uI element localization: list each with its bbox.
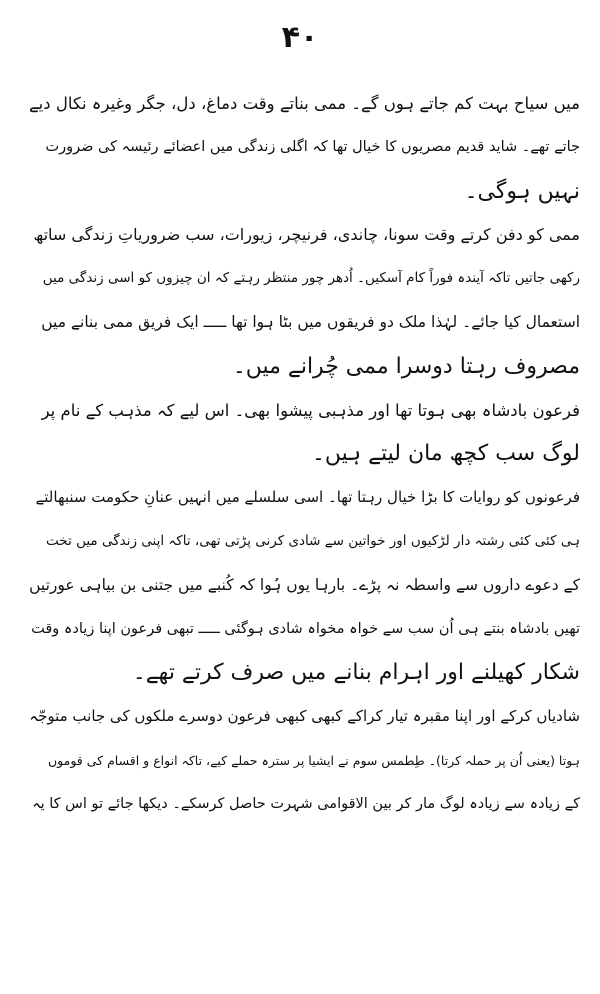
text-line: مصروف رہتا دوسرا ممی چُرانے میں۔ <box>232 353 580 379</box>
page-number: ۴۰ <box>281 20 319 55</box>
text-line: شکار کھیلنے اور اہرام بنانے میں صرف کرتے تھے۔ <box>132 660 580 686</box>
text-line: کے زیادہ سے زیادہ لوگ مار کر بین الاقوامی شہرت حاصل کرسکے۔ دیکھا جائے تو اس کا یہ <box>32 795 580 812</box>
text-line: استعمال کیا جائے۔ لہٰذا ملک دو فریقوں میں بٹا ہوا تھا ـــــ ایک فریق ممی بنانے میں <box>41 312 580 331</box>
text-line: ہی کئی کئی رشتہ دار لڑکیوں اور خواتین سے شادی کرنی پڑتی تھی، تاکہ اپنی زندگی میں تخت <box>46 532 580 549</box>
text-line: ممی کو دفن کرتے وقت سونا، چاندی، فرنیچر، زیورات، سب ضروریاتِ زندگی ساتھ <box>33 225 580 245</box>
text-line: میں سیاح بہت کم جاتے ہوں گے۔ ممی بناتے وقت دماغ، دل، جگر وغیرہ نکال دیے <box>28 94 580 113</box>
paragraph-2 <box>28 213 580 388</box>
text-line: ہوتا (یعنی اُن پر حملہ کرتا)۔ طِطمس سوم نے ایشیا پر سترہ حملے کیے، تاکہ انواع و اقسام کی قوموں <box>47 752 580 768</box>
paragraph-1 <box>28 82 580 213</box>
text-line: نہیں ہوگی۔ <box>464 178 580 204</box>
text-line: فرعونوں کو روایات کا بڑا خیال رہتا تھا۔ اسی سلسلے میں انہیں عنانِ حکومت سنبھالتے <box>35 488 580 507</box>
text-line: تھیں بادشاہ بنتے ہی اُن سب سے خواہ مخواہ شادی ہوگئی ـــــ تبھی فرعون اپنا زیادہ وقت <box>31 620 580 637</box>
paragraph-4 <box>28 476 580 695</box>
text-line: شادیاں کرکے اور اپنا مقبرہ تیار کراکے کبھی کبھی فرعون دوسرے ملکوں کی جانب متوجّہ <box>29 707 580 726</box>
body-text <box>28 82 580 827</box>
paragraph-3 <box>28 389 580 477</box>
text-line: فرعون بادشاہ بھی ہوتا تھا اور مذہبی پیشوا بھی۔ اس لیے کہ مذہب کے نام پر <box>41 400 580 420</box>
text-line: لوگ سب کچھ مان لیتے ہیں۔ <box>311 441 580 467</box>
text-line: کے دعوے داروں سے واسطہ نہ پڑے۔ بارہا یوں ہُوا کہ کُنبے میں جتنی بن بیاہی عورتیں <box>29 575 580 594</box>
text-line: جاتے تھے۔ شاید قدیم مصریوں کا خیال تھا کہ اگلی زندگی میں اعضائے رئیسہ کی ضرورت <box>45 138 580 155</box>
paragraph-5 <box>28 695 580 826</box>
text-line: رکھی جاتیں تاکہ آیندہ فوراً کام آسکیں۔ اُدھر چور منتظر رہتے کہ ان چیزوں کو اسی زندگی میں <box>42 270 580 287</box>
